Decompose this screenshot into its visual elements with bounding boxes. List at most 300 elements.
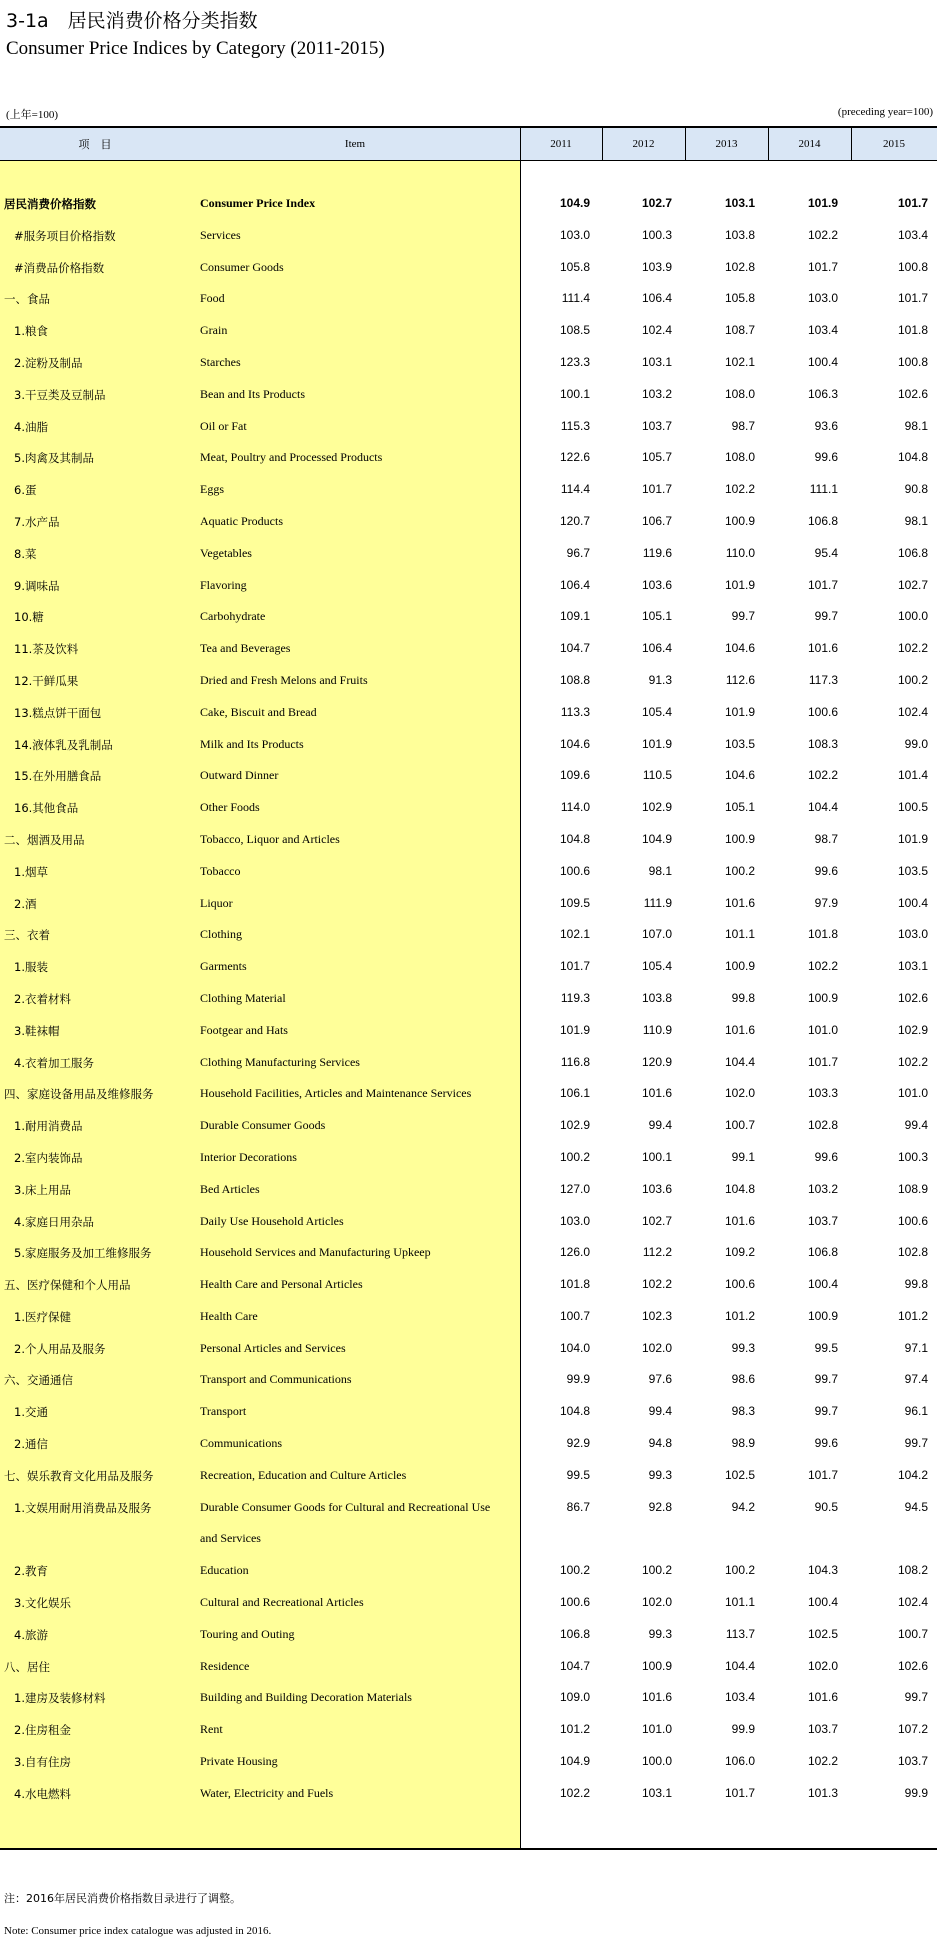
- table-row: [0, 1364, 937, 1396]
- row-item-cn: 16.其他食品: [14, 801, 79, 816]
- table-row: [0, 1555, 937, 1587]
- table-row: [0, 1746, 937, 1778]
- row-item-en: Eggs: [200, 482, 224, 497]
- row-value-2014: 99.7: [814, 1404, 838, 1419]
- row-value-2014: 102.2: [807, 227, 838, 242]
- row-value-2011: 109.5: [559, 895, 590, 910]
- row-item-en: Private Housing: [200, 1754, 278, 1769]
- row-value-2013: 103.8: [724, 227, 755, 242]
- row-value-2012: 102.2: [641, 1277, 672, 1292]
- row-value-2015: 102.8: [897, 1245, 928, 1260]
- row-value-2012: 103.1: [641, 354, 672, 369]
- row-item-cn: 二、烟酒及用品: [4, 832, 85, 847]
- row-value-2015: 102.9: [897, 1022, 928, 1037]
- table-row: [0, 1333, 937, 1365]
- table-row: [0, 1015, 937, 1047]
- row-value-2011: 119.3: [560, 990, 590, 1005]
- row-value-2012: 103.1: [641, 1785, 672, 1800]
- row-item-cn: 2.室内装饰品: [14, 1150, 83, 1165]
- row-value-2013: 101.6: [724, 1213, 755, 1228]
- table-row: [0, 1110, 937, 1142]
- row-value-2015: 100.2: [897, 672, 928, 687]
- row-value-2012: 99.3: [648, 1467, 672, 1482]
- row-value-2014: 101.7: [807, 1467, 838, 1482]
- row-value-2011: 100.6: [559, 863, 590, 878]
- row-item-cn: 3.文化娱乐: [14, 1596, 71, 1611]
- row-value-2012: 100.3: [641, 227, 672, 242]
- row-value-2012: 101.0: [641, 1722, 672, 1737]
- row-value-2015: 99.4: [904, 1118, 928, 1133]
- row-value-2014: 102.5: [807, 1626, 838, 1641]
- row-item-cn: 3.床上用品: [14, 1182, 71, 1197]
- row-value-2012: 101.6: [641, 1086, 672, 1101]
- table-row: [0, 1174, 937, 1206]
- footnote-en: Note: Consumer price index catalogue was adjusted in 2016.: [4, 1925, 272, 1937]
- row-item-en: Tobacco, Liquor and Articles: [200, 831, 340, 846]
- row-value-2014: 101.8: [807, 927, 838, 942]
- row-item-cn: #服务项目价格指数: [14, 228, 116, 243]
- table-row: [0, 442, 937, 474]
- row-value-2012: 102.4: [641, 323, 672, 338]
- row-value-2013: 98.3: [731, 1404, 755, 1419]
- row-item-en: Bean and Its Products: [200, 386, 305, 401]
- row-value-2014: 99.6: [814, 450, 838, 465]
- row-item-cn: 八、居住: [4, 1659, 50, 1674]
- row-item-en: Milk and Its Products: [200, 736, 304, 751]
- row-item-en: Consumer Goods: [200, 259, 284, 274]
- row-value-2014: 93.6: [814, 418, 838, 433]
- table-row: [0, 379, 937, 411]
- row-item-cn: 11.茶及饮料: [14, 642, 79, 657]
- row-item-cn: 七、娱乐教育文化用品及服务: [4, 1468, 154, 1483]
- table-row: [0, 951, 937, 983]
- row-value-2011: 108.5: [559, 323, 590, 338]
- row-value-2015: 101.7: [897, 196, 928, 210]
- row-value-2014: 101.6: [807, 641, 838, 656]
- row-item-cn: 居民消费价格指数: [4, 197, 96, 211]
- table-row: [0, 665, 937, 697]
- row-value-2013: 109.2: [724, 1245, 755, 1260]
- row-item-en: Liquor: [200, 895, 233, 910]
- row-value-2013: 98.9: [731, 1436, 755, 1451]
- table-row: [0, 474, 937, 506]
- row-item-cn: 13.糕点饼干面包: [14, 705, 102, 720]
- row-item-en: Health Care: [200, 1308, 258, 1323]
- header-bottom-rule: [0, 160, 937, 161]
- row-value-2012: 106.7: [641, 513, 672, 528]
- row-item-cn: 1.医疗保健: [14, 1309, 71, 1324]
- row-item-en: Tea and Beverages: [200, 641, 291, 656]
- row-value-2013: 105.8: [724, 291, 755, 306]
- row-value-2015: 97.4: [904, 1372, 928, 1387]
- row-value-2011: 100.2: [559, 1149, 590, 1164]
- row-value-2011: 120.7: [559, 513, 590, 528]
- row-value-2012: 99.4: [648, 1404, 672, 1419]
- row-value-2015: 101.4: [897, 768, 928, 783]
- row-item-en: Oil or Fat: [200, 418, 247, 433]
- row-item-en: Water, Electricity and Fuels: [200, 1785, 334, 1800]
- row-value-2012: 102.7: [641, 1213, 672, 1228]
- row-item-en: Personal Articles and Services: [200, 1340, 346, 1355]
- row-value-2012: 100.1: [641, 1149, 672, 1164]
- table-row: [0, 824, 937, 856]
- row-item-en: Carbohydrate: [200, 609, 266, 624]
- row-value-2015: 102.6: [897, 386, 928, 401]
- table-bottom-rule: [0, 1848, 937, 1850]
- row-value-2013: 102.1: [724, 354, 755, 369]
- row-value-2014: 106.8: [807, 513, 838, 528]
- row-value-2014: 103.7: [807, 1213, 838, 1228]
- row-value-2015: 98.1: [904, 513, 928, 528]
- table-row: [0, 1460, 937, 1492]
- row-item-cn: 1.文娱用耐用消费品及服务: [14, 1500, 152, 1515]
- row-value-2013: 104.8: [724, 1181, 755, 1196]
- table-row: [0, 411, 937, 443]
- row-item-cn: #消费品价格指数: [14, 260, 105, 275]
- row-value-2014: 106.8: [807, 1245, 838, 1260]
- row-value-2012: 102.9: [641, 800, 672, 815]
- row-item-en: Dried and Fresh Melons and Fruits: [200, 672, 368, 687]
- row-item-en: Residence: [200, 1658, 250, 1673]
- row-item-en: Clothing Material: [200, 990, 286, 1005]
- row-value-2015: 102.4: [897, 1595, 928, 1610]
- row-value-2012: 111.9: [643, 895, 672, 910]
- row-value-2011: 123.3: [559, 354, 590, 369]
- row-item-cn: 8.菜: [14, 546, 37, 561]
- row-value-2012: 105.1: [641, 609, 672, 624]
- row-item-cn: 2.住房租金: [14, 1723, 71, 1738]
- row-value-2012: 92.8: [648, 1499, 672, 1514]
- row-value-2011: 105.8: [559, 259, 590, 274]
- row-item-cn: 9.调味品: [14, 578, 60, 593]
- row-value-2013: 99.8: [731, 990, 755, 1005]
- row-item-en: Interior Decorations: [200, 1149, 297, 1164]
- row-value-2015: 102.6: [897, 990, 928, 1005]
- row-item-cn: 1.交通: [14, 1405, 48, 1420]
- table-row: [0, 1778, 937, 1810]
- row-value-2014: 102.0: [807, 1658, 838, 1673]
- row-value-2011: 104.7: [559, 641, 590, 656]
- row-item-en: Services: [200, 227, 241, 242]
- row-value-2013: 108.0: [724, 386, 755, 401]
- row-value-2015: 100.8: [897, 354, 928, 369]
- row-value-2014: 102.8: [807, 1118, 838, 1133]
- row-value-2012: 97.6: [648, 1372, 672, 1387]
- row-value-2015: 106.8: [897, 545, 928, 560]
- row-value-2012: 100.2: [641, 1563, 672, 1578]
- row-value-2013: 101.7: [724, 1785, 755, 1800]
- row-item-en: Cultural and Recreational Articles: [200, 1595, 364, 1610]
- table-row: [0, 1682, 937, 1714]
- row-item-cn: 6.蛋: [14, 483, 37, 498]
- row-item-en: Recreation, Education and Culture Articles: [200, 1467, 407, 1482]
- row-value-2011: 102.1: [559, 927, 590, 942]
- row-value-2011: 114.0: [560, 800, 590, 815]
- row-value-2012: 103.8: [641, 990, 672, 1005]
- row-value-2015: 90.8: [904, 482, 928, 497]
- row-item-en: Outward Dinner: [200, 768, 279, 783]
- row-item-en: Durable Consumer Goods for Cultural and Recreational Use and Services: [200, 1499, 491, 1546]
- row-value-2015: 101.0: [897, 1086, 928, 1101]
- row-value-2013: 102.8: [724, 259, 755, 274]
- row-item-en: Bed Articles: [200, 1181, 260, 1196]
- row-value-2013: 103.1: [724, 196, 755, 210]
- row-value-2013: 100.2: [724, 1563, 755, 1578]
- unit-label-en: (preceding year=100): [837, 106, 933, 118]
- row-value-2014: 101.6: [807, 1690, 838, 1705]
- row-value-2013: 100.7: [724, 1118, 755, 1133]
- row-item-cn: 六、交通通信: [4, 1373, 73, 1388]
- row-value-2014: 101.7: [807, 577, 838, 592]
- row-value-2013: 100.2: [724, 863, 755, 878]
- row-value-2012: 107.0: [641, 927, 672, 942]
- row-value-2011: 102.9: [559, 1118, 590, 1133]
- row-item-cn: 2.教育: [14, 1564, 48, 1579]
- row-value-2013: 102.5: [724, 1467, 755, 1482]
- row-value-2011: 109.0: [559, 1690, 590, 1705]
- row-value-2011: 106.4: [559, 577, 590, 592]
- table-row: [0, 1237, 937, 1269]
- row-value-2011: 92.9: [566, 1436, 590, 1451]
- table-row: [0, 252, 937, 284]
- row-item-cn: 5.肉禽及其制品: [14, 451, 94, 466]
- table-row: [0, 283, 937, 315]
- table-row: [0, 729, 937, 761]
- row-value-2012: 100.9: [641, 1658, 672, 1673]
- row-value-2013: 100.6: [724, 1277, 755, 1292]
- row-value-2014: 103.2: [807, 1181, 838, 1196]
- row-value-2011: 104.8: [559, 831, 590, 846]
- row-value-2015: 94.5: [904, 1499, 928, 1514]
- row-value-2012: 105.4: [641, 704, 672, 719]
- row-value-2012: 106.4: [641, 291, 672, 306]
- row-value-2013: 100.9: [724, 831, 755, 846]
- row-value-2015: 104.2: [897, 1467, 928, 1482]
- row-value-2014: 117.3: [808, 672, 838, 687]
- row-value-2011: 86.7: [566, 1499, 590, 1514]
- row-item-en: Meat, Poultry and Processed Products: [200, 450, 383, 465]
- row-value-2011: 104.9: [559, 1754, 590, 1769]
- row-value-2013: 99.1: [731, 1149, 755, 1164]
- table-row: [0, 792, 937, 824]
- row-value-2014: 98.7: [814, 831, 838, 846]
- row-value-2015: 102.2: [897, 1054, 928, 1069]
- row-value-2011: 126.0: [559, 1245, 590, 1260]
- row-value-2012: 103.2: [641, 386, 672, 401]
- row-value-2012: 104.9: [641, 831, 672, 846]
- table-row: [0, 315, 937, 347]
- row-value-2012: 102.0: [641, 1340, 672, 1355]
- row-item-en: Clothing Manufacturing Services: [200, 1054, 360, 1069]
- row-item-en: Aquatic Products: [200, 513, 283, 528]
- row-value-2012: 100.0: [641, 1754, 672, 1769]
- row-item-cn: 三、衣着: [4, 928, 50, 943]
- row-value-2014: 101.9: [807, 196, 838, 210]
- header-year-2014: 2014: [798, 138, 821, 150]
- row-value-2011: 101.7: [559, 959, 590, 974]
- row-value-2012: 103.6: [641, 1181, 672, 1196]
- row-item-cn: 4.旅游: [14, 1627, 48, 1642]
- row-item-en: Tobacco: [200, 863, 241, 878]
- row-value-2012: 106.4: [641, 641, 672, 656]
- row-item-cn: 1.烟草: [14, 864, 48, 879]
- row-value-2015: 101.2: [897, 1308, 928, 1323]
- row-value-2014: 106.3: [807, 386, 838, 401]
- row-value-2015: 102.6: [897, 1658, 928, 1673]
- row-item-cn: 1.耐用消费品: [14, 1119, 83, 1134]
- row-value-2014: 103.3: [807, 1086, 838, 1101]
- header-year-2015: 2015: [883, 138, 905, 150]
- unit-label-cn: (上年=100): [6, 109, 59, 121]
- table-row: [0, 856, 937, 888]
- row-item-cn: 12.干鲜瓜果: [14, 673, 79, 688]
- row-value-2011: 100.7: [559, 1308, 590, 1323]
- row-value-2014: 102.2: [807, 1754, 838, 1769]
- row-value-2013: 103.4: [724, 1690, 755, 1705]
- row-value-2014: 100.6: [807, 704, 838, 719]
- row-value-2012: 120.9: [641, 1054, 672, 1069]
- row-value-2013: 99.9: [731, 1722, 755, 1737]
- header-item-cn: 项 目: [78, 138, 112, 151]
- row-item-cn: 4.家庭日用杂品: [14, 1214, 94, 1229]
- row-value-2015: 103.4: [897, 227, 928, 242]
- row-item-cn: 5.家庭服务及加工维修服务: [14, 1246, 152, 1261]
- row-value-2013: 102.2: [724, 482, 755, 497]
- row-value-2013: 101.6: [724, 895, 755, 910]
- row-value-2011: 100.6: [559, 1595, 590, 1610]
- row-value-2015: 100.3: [897, 1149, 928, 1164]
- table-row: [0, 538, 937, 570]
- table-row: [0, 1714, 937, 1746]
- table-row: [0, 1142, 937, 1174]
- row-value-2015: 99.7: [904, 1436, 928, 1451]
- row-value-2011: 101.8: [559, 1277, 590, 1292]
- row-value-2015: 99.8: [904, 1277, 928, 1292]
- row-value-2014: 102.2: [807, 959, 838, 974]
- row-value-2011: 109.6: [559, 768, 590, 783]
- row-value-2015: 107.2: [897, 1722, 928, 1737]
- row-value-2011: 102.2: [559, 1785, 590, 1800]
- row-value-2011: 108.8: [559, 672, 590, 687]
- row-value-2012: 102.3: [641, 1308, 672, 1323]
- table-row: [0, 697, 937, 729]
- row-value-2014: 100.4: [807, 354, 838, 369]
- row-item-en: Grain: [200, 323, 228, 338]
- header-item-en: Item: [344, 138, 366, 150]
- row-value-2014: 104.3: [807, 1563, 838, 1578]
- row-value-2011: 96.7: [566, 545, 590, 560]
- row-value-2012: 99.3: [648, 1626, 672, 1641]
- header-year-2013: 2013: [715, 138, 738, 150]
- row-value-2012: 101.6: [641, 1690, 672, 1705]
- row-item-cn: 15.在外用膳食品: [14, 769, 102, 784]
- row-value-2012: 119.6: [642, 545, 672, 560]
- row-item-en: Transport and Communications: [200, 1372, 352, 1387]
- row-value-2013: 94.2: [731, 1499, 755, 1514]
- row-value-2014: 100.4: [807, 1277, 838, 1292]
- row-item-en: Building and Building Decoration Materials: [200, 1690, 412, 1705]
- row-value-2012: 110.9: [642, 1022, 672, 1037]
- row-value-2011: 104.6: [559, 736, 590, 751]
- row-value-2014: 99.6: [814, 863, 838, 878]
- row-item-cn: 4.油脂: [14, 419, 48, 434]
- row-value-2015: 108.9: [897, 1181, 928, 1196]
- row-value-2012: 94.8: [648, 1436, 672, 1451]
- row-value-2013: 99.3: [731, 1340, 755, 1355]
- row-item-en: Communications: [200, 1436, 282, 1451]
- table-title-en: Consumer Price Indices by Category (2011-2015): [6, 38, 385, 59]
- row-item-cn: 一、食品: [4, 292, 50, 307]
- table-row: [0, 570, 937, 602]
- row-value-2015: 103.7: [897, 1754, 928, 1769]
- table-row: [0, 1492, 937, 1556]
- row-item-en: Other Foods: [200, 800, 260, 815]
- row-value-2012: 105.4: [641, 959, 672, 974]
- row-value-2014: 97.9: [814, 895, 838, 910]
- table-row: [0, 1619, 937, 1651]
- row-item-en: Garments: [200, 959, 247, 974]
- row-item-cn: 3.鞋袜帽: [14, 1023, 60, 1038]
- row-value-2014: 101.3: [807, 1785, 838, 1800]
- row-value-2015: 108.2: [897, 1563, 928, 1578]
- row-item-cn: 10.糖: [14, 610, 44, 625]
- row-value-2012: 91.3: [648, 672, 672, 687]
- row-value-2011: 101.9: [559, 1022, 590, 1037]
- row-value-2014: 100.9: [807, 1308, 838, 1323]
- row-item-cn: 1.服装: [14, 960, 48, 975]
- row-value-2014: 101.7: [807, 1054, 838, 1069]
- row-value-2013: 100.9: [724, 513, 755, 528]
- row-value-2012: 105.7: [641, 450, 672, 465]
- row-item-en: Daily Use Household Articles: [200, 1213, 344, 1228]
- row-item-cn: 2.衣着材料: [14, 991, 71, 1006]
- row-value-2013: 105.1: [724, 800, 755, 815]
- table-title-cn: 3-1a 居民消费价格分类指数: [6, 10, 258, 32]
- row-value-2013: 112.6: [725, 672, 755, 687]
- row-value-2013: 104.6: [724, 641, 755, 656]
- row-value-2013: 101.1: [724, 1595, 755, 1610]
- row-item-en: Household Services and Manufacturing Upkeep: [200, 1245, 431, 1260]
- row-item-cn: 3.自有住房: [14, 1755, 71, 1770]
- row-item-cn: 4.水电燃料: [14, 1786, 71, 1801]
- row-value-2014: 95.4: [814, 545, 838, 560]
- row-value-2013: 98.7: [731, 418, 755, 433]
- row-value-2015: 97.1: [904, 1340, 928, 1355]
- row-item-en: Consumer Price Index: [200, 196, 316, 210]
- row-item-cn: 五、医疗保健和个人用品: [4, 1278, 131, 1293]
- row-value-2012: 102.0: [641, 1595, 672, 1610]
- row-value-2015: 96.1: [904, 1404, 928, 1419]
- row-item-en: Transport: [200, 1404, 247, 1419]
- row-value-2015: 102.2: [897, 641, 928, 656]
- row-value-2014: 99.5: [814, 1340, 838, 1355]
- row-value-2014: 90.5: [814, 1499, 838, 1514]
- row-value-2013: 101.9: [724, 577, 755, 592]
- row-value-2013: 101.6: [724, 1022, 755, 1037]
- row-value-2013: 101.9: [724, 704, 755, 719]
- row-item-en: Touring and Outing: [200, 1626, 295, 1641]
- row-item-en: Clothing: [200, 927, 243, 942]
- row-value-2011: 109.1: [559, 609, 590, 624]
- table-row: [0, 1651, 937, 1683]
- row-value-2015: 100.7: [897, 1626, 928, 1641]
- table-row: [0, 1206, 937, 1238]
- row-item-en: Food: [200, 291, 225, 306]
- row-value-2013: 104.4: [724, 1054, 755, 1069]
- row-value-2014: 108.3: [807, 736, 838, 751]
- row-item-cn: 4.衣着加工服务: [14, 1055, 94, 1070]
- row-value-2011: 114.4: [560, 482, 590, 497]
